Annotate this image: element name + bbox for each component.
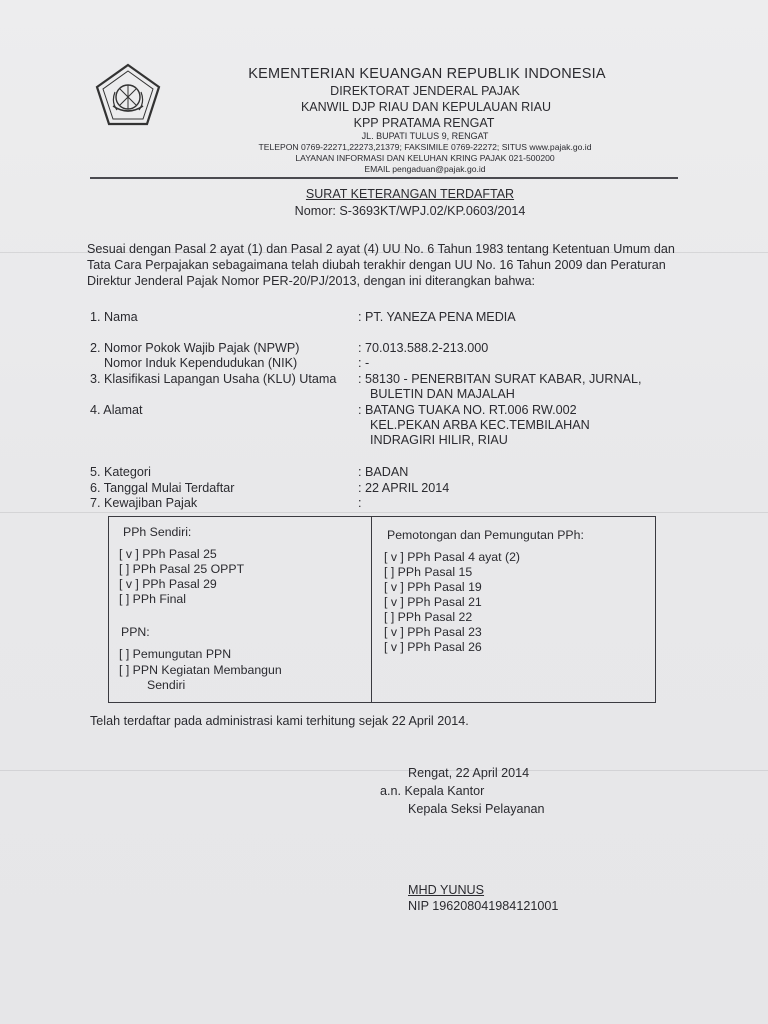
field-value-alamat-2: KEL.PEKAN ARBA KEC.TEMBILAHAN: [370, 418, 590, 432]
checklist-item: [ v ] PPh Pasal 26: [384, 640, 482, 654]
intro-paragraph: Sesuai dengan Pasal 2 ayat (1) dan Pasal 2 ayat (4) UU No. 6 Tahun 1983 tentang Ketentuan Umum dan Tata Cara Perpajakan sebagaimana telah diubah terakhir dengan UU No. 16 Tahun 2009 dan Peraturan Direktur Jenderal Pajak Nomor PER-20/PJ/2013, dengan ini diterangkan bahwa:: [87, 242, 675, 288]
field-label-tanggal: 6. Tanggal Mulai Terdaftar: [90, 481, 235, 495]
pemotongan-title: Pemotongan dan Pemungutan PPh:: [387, 528, 584, 542]
closing-statement: Telah terdaftar pada administrasi kami terhitung sejak 22 April 2014.: [90, 714, 469, 728]
signature-an: a.n. Kepala Kantor: [380, 784, 485, 798]
fold-line: [0, 770, 768, 771]
checklist-item: [ ] PPh Pasal 15: [384, 565, 473, 579]
office-email: EMAIL pengaduan@pajak.go.id: [364, 164, 486, 174]
field-value-kategori: : BADAN: [358, 465, 409, 479]
checklist-item: [ v ] PPh Pasal 4 ayat (2): [384, 550, 521, 564]
kanwil-name: KANWIL DJP RIAU DAN KEPULAUAN RIAU: [300, 100, 552, 114]
field-value-nama: : PT. YANEZA PENA MEDIA: [358, 310, 516, 324]
office-info: LAYANAN INFORMASI DAN KELUHAN KRING PAJAK 021-500200: [295, 153, 555, 163]
field-value-npwp: : 70.013.588.2-213.000: [358, 341, 489, 355]
field-label-klu: 3. Klasifikasi Lapangan Usaha (KLU) Utama: [90, 372, 337, 386]
checklist-item: [ ] PPh Pasal 22: [384, 610, 473, 624]
field-label-npwp: 2. Nomor Pokok Wajib Pajak (NPWP): [90, 341, 300, 355]
ppn-title: PPN:: [121, 625, 150, 639]
checklist-item: [ v ] PPh Pasal 29: [119, 577, 217, 591]
field-value-alamat-3: INDRAGIRI HILIR, RIAU: [370, 433, 508, 447]
fold-line: [0, 512, 768, 513]
checklist-item: [ v ] PPh Pasal 21: [384, 595, 482, 609]
field-label-alamat: 4. Alamat: [90, 403, 143, 417]
table-divider: [371, 517, 372, 702]
checklist-item: [ v ] PPh Pasal 25: [119, 547, 217, 561]
directorate-name: DIREKTORAT JENDERAL PAJAK: [330, 84, 520, 98]
office-phone: TELEPON 0769-22271,22273,21379; FAKSIMILE 0769-22272; SITUS www.pajak.go.id: [258, 142, 592, 152]
field-value-nik: : -: [358, 356, 370, 370]
kpp-name: KPP PRATAMA RENGAT: [353, 116, 495, 130]
ministry-name: KEMENTERIAN KEUANGAN REPUBLIK INDONESIA: [248, 66, 606, 82]
field-label-kategori: 5. Kategori: [90, 465, 151, 479]
signatory-nip: NIP 196208041984121001: [408, 899, 559, 913]
field-value-kewajiban: :: [358, 496, 362, 510]
header-divider: [90, 177, 678, 179]
checklist-item: [ v ] PPh Pasal 19: [384, 580, 482, 594]
field-label-kewajiban: 7. Kewajiban Pajak: [90, 496, 198, 510]
field-value-klu-2: BULETIN DAN MAJALAH: [370, 387, 515, 401]
field-value-klu-1: : 58130 - PENERBITAN SURAT KABAR, JURNAL,: [358, 372, 642, 386]
checklist-item: [ ] PPN Kegiatan Membangun: [119, 663, 282, 677]
field-value-tanggal: : 22 APRIL 2014: [358, 481, 450, 495]
checklist-item: [ ] Pemungutan PPN: [119, 647, 232, 661]
office-address: JL. BUPATI TULUS 9, RENGAT: [361, 131, 489, 141]
signature-place-date: Rengat, 22 April 2014: [408, 766, 530, 780]
signatory-name: MHD YUNUS: [408, 883, 485, 897]
pph-sendiri-title: PPh Sendiri:: [123, 525, 192, 539]
ministry-emblem-icon: [93, 62, 163, 128]
checklist-item: [ ] PPh Pasal 25 OPPT: [119, 562, 245, 576]
document-title: SURAT KETERANGAN TERDAFTAR: [305, 187, 515, 201]
tax-obligations-table: [108, 516, 656, 703]
field-value-alamat-1: : BATANG TUAKA NO. RT.006 RW.002: [358, 403, 577, 417]
field-label-nik: Nomor Induk Kependudukan (NIK): [104, 356, 298, 370]
field-label-nama: 1. Nama: [90, 310, 138, 324]
signature-position: Kepala Seksi Pelayanan: [408, 802, 545, 816]
checklist-item: [ v ] PPh Pasal 23: [384, 625, 482, 639]
checklist-item-cont: Sendiri: [147, 678, 186, 692]
document-number: Nomor: S-3693KT/WPJ.02/KP.0603/2014: [294, 204, 526, 218]
checklist-item: [ ] PPh Final: [119, 592, 186, 606]
